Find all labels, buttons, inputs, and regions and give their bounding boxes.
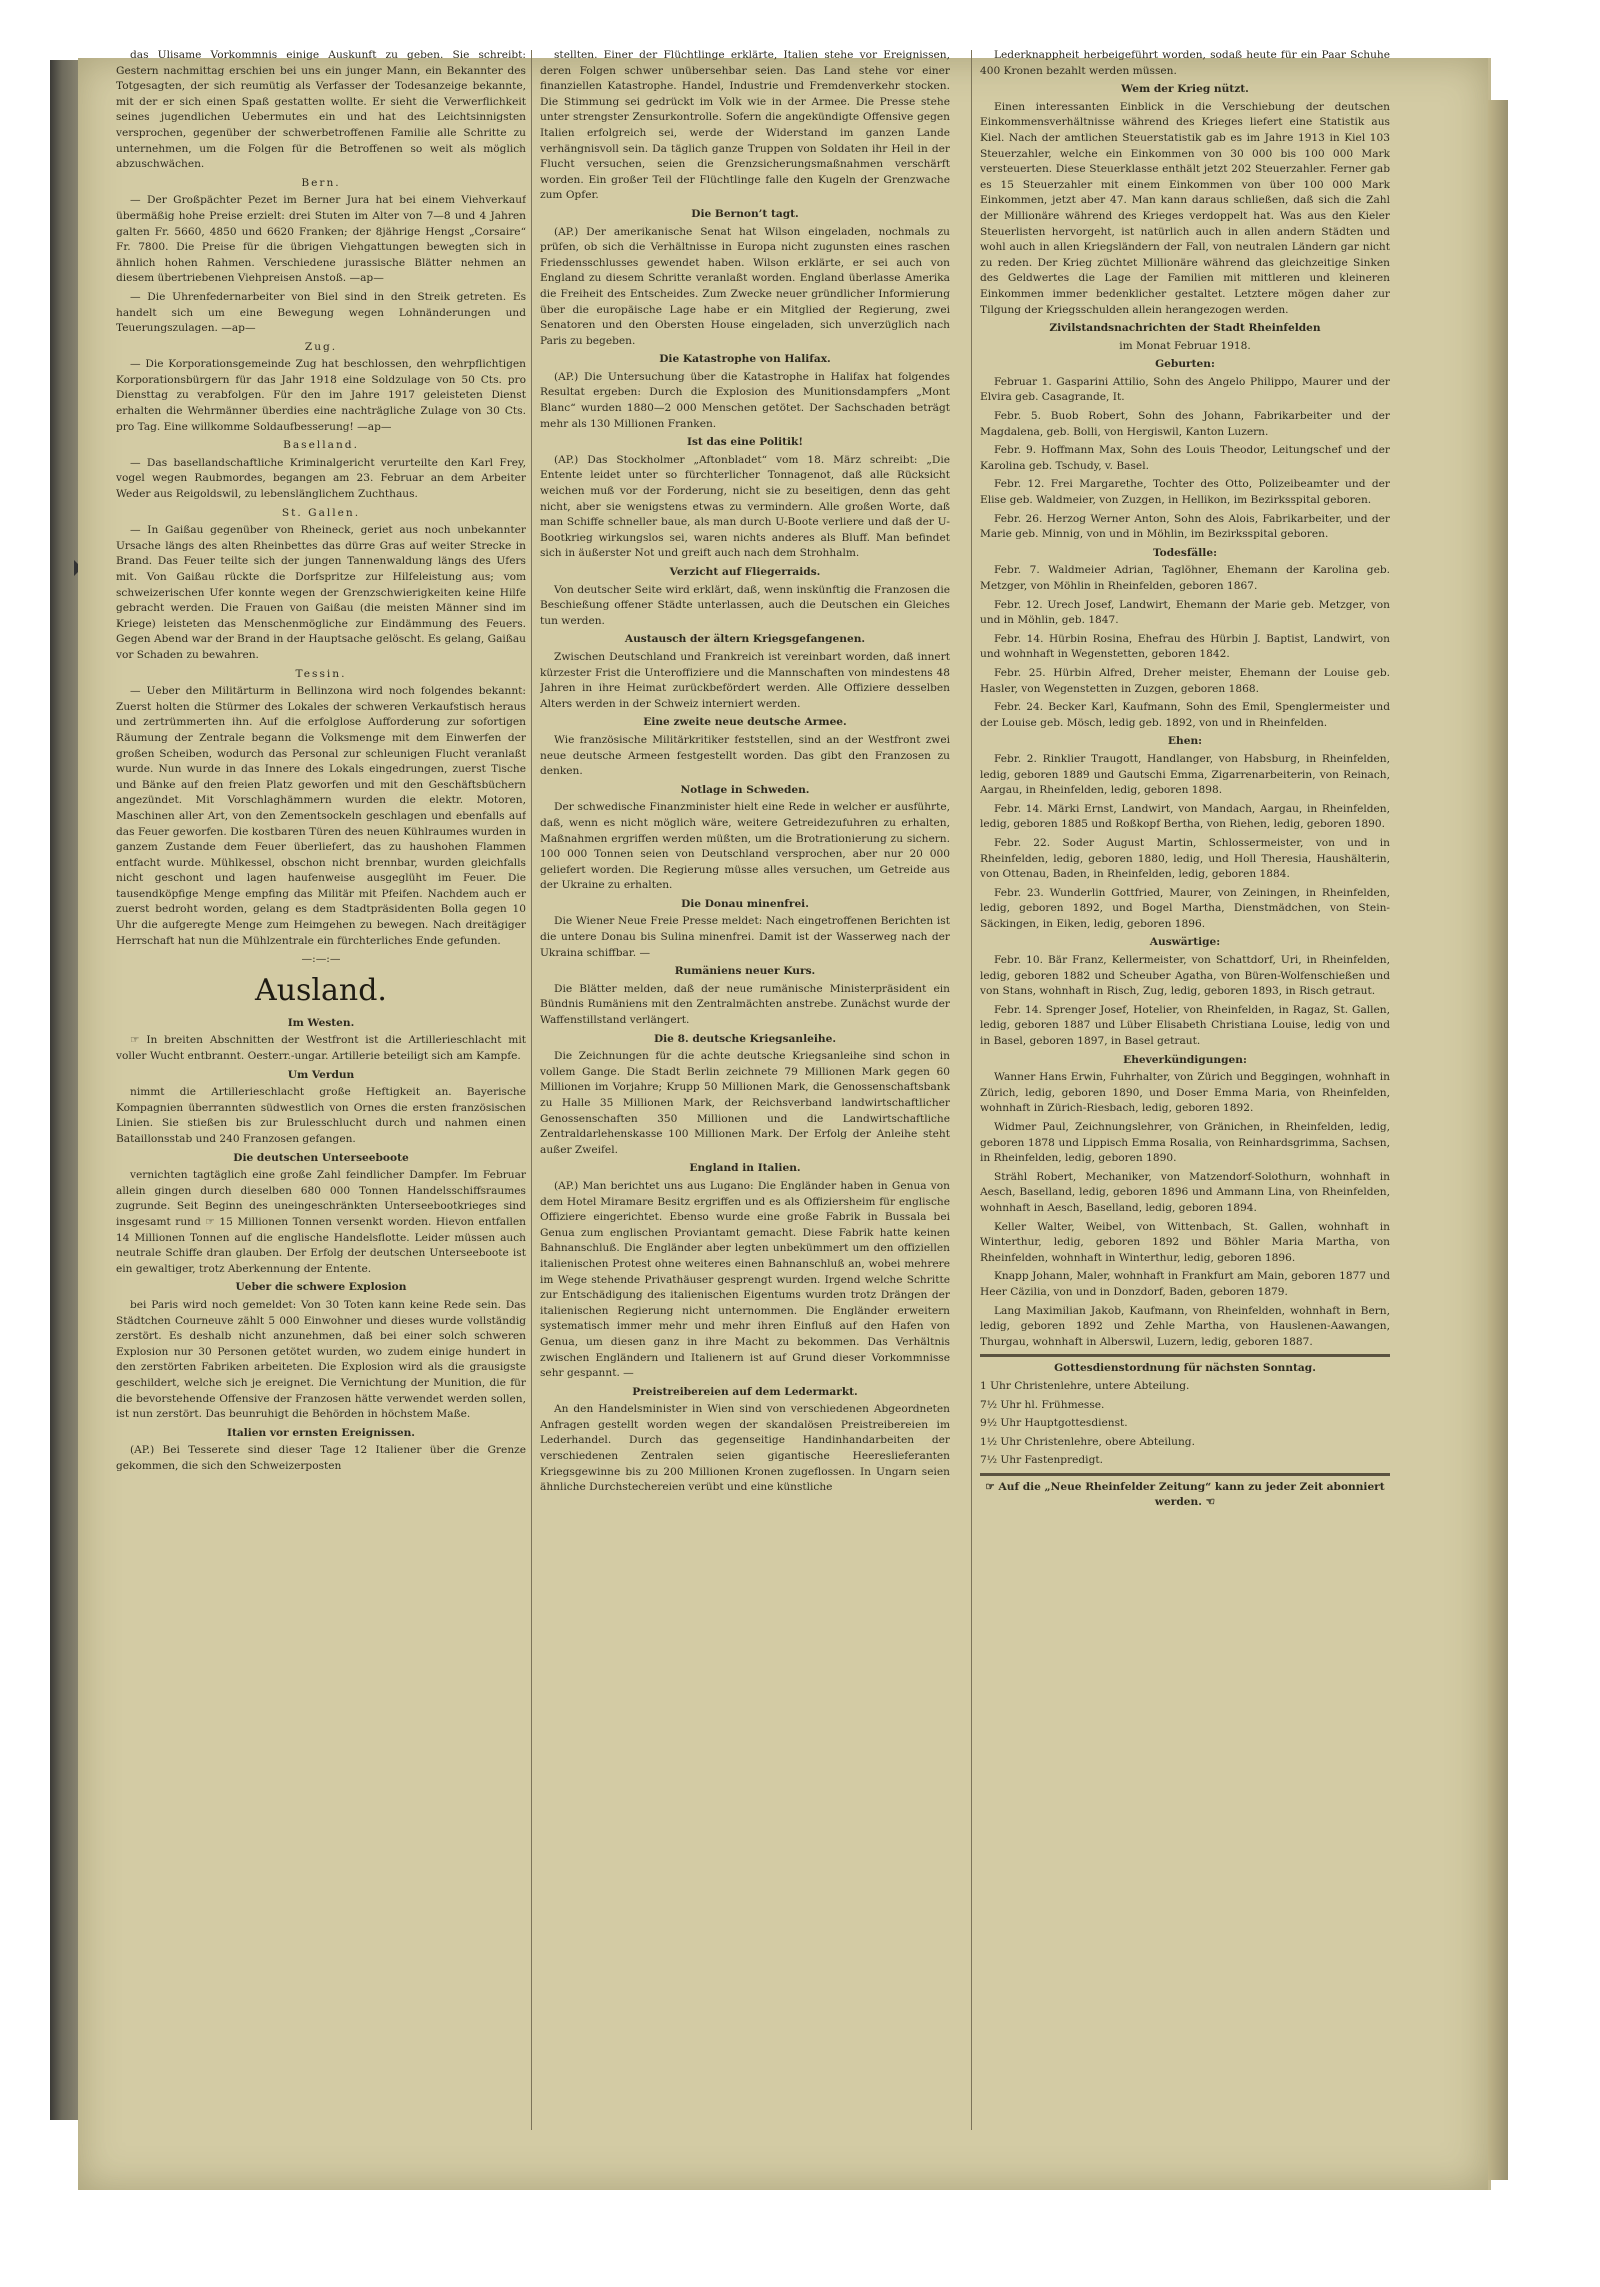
- article-heading: Ist das eine Politik!: [686, 436, 804, 449]
- article-paragraph: bei Paris wird noch gemeldet: Von 30 Toten kann keine Rede sein. Das Städtchen Courneuve zählt 5 000 Einwohner und dieses wurde vollständig zerstört. Es deshalb nicht anzunehmen, daß bei einer solch schweren Explosion nur 30 Personen getötet wurden, wo zudem einige hundert in den zerstörten Fabriken arbeiteten. Die Explosion wird als die grausigste geschildert, welche sich je ereignet. Die Vernichtung der Munition, die für die bevorstehende Offensive der Franzosen hätte verwendet werden sollen, ist nun zerstört. Das beunruhigt die Behörden in höchstem Maße.: [116, 1298, 526, 1421]
- article-paragraph: Knapp Johann, Maler, wohnhaft in Frankfurt am Main, geboren 1877 und Heer Cäzilia, von und in Donzdorf, Baden, geboren 1879.: [980, 1270, 1390, 1298]
- article-paragraph: Febr. 12. Urech Josef, Landwirt, Ehemann der Marie geb. Metzger, von und in Möhlin, geb. 1847.: [980, 598, 1390, 627]
- article-heading: Eheverkündigungen:: [1123, 1053, 1247, 1066]
- article-heading: Wem der Krieg nützt.: [1121, 83, 1249, 96]
- article-paragraph: Febr. 5. Buob Robert, Sohn des Johann, Fabrikarbeiter und der Magdalena, geb. Bolli, von Hergiswil, Kanton Luzern.: [980, 410, 1390, 438]
- article-paragraph: 9½ Uhr Hauptgottesdienst.: [980, 1417, 1128, 1430]
- region-heading: Baselland.: [283, 439, 359, 452]
- article-paragraph: 7½ Uhr hl. Frühmesse.: [980, 1398, 1105, 1411]
- article-paragraph: ☞ In breiten Abschnitten der Westfront ist die Artillerieschlacht mit voller Wucht entbrannt. Oesterr.-ungar. Artillerie beteiligt sich am Kampfe.: [116, 1034, 526, 1063]
- article-heading: Auswärtige:: [1149, 936, 1221, 949]
- article-paragraph: Zwischen Deutschland und Frankreich ist vereinbart worden, daß innert kürzester Frist die Unteroffiziere und die Mannschaften von mindestens 48 Jahren in ihre Heimat zurückbefördert werden. Alle Offiziere desselben Alters werden in der Schweiz interniert werden.: [540, 650, 950, 710]
- article-paragraph: Strähl Robert, Mechaniker, von Matzendorf-Solothurn, wohnhaft in Aesch, Baselland, ledig, geboren 1896 und Ammann Lina, von Rheinfelden, wohnhaft in Aesch, Baselland, ledig, geboren 1894.: [980, 1170, 1390, 1214]
- article-paragraph: An den Handelsminister in Wien sind von verschiedenen Abgeordneten Anfragen gestellt worden wegen der skandalösen Preistreibereien im Lederhandel. Durch das gegenseitige Handinhandarbeiten der verschiedenen Zentralen seien gigantische Heereslieferanten Kriegsgewinne bis zu 200 Millionen Kronen zugeflossen. In Ungarn seien ähnliche Durchstechereien verübt und eine künstliche: [540, 1403, 950, 1494]
- article-paragraph: Febr. 10. Bär Franz, Kellermeister, von Schattdorf, Uri, in Rheinfelden, ledig, geboren 1882 und Scheuber Agatha, von Büren-Wolfenschießen und von Stans, wohnhaft in Risch, Zug, ledig, geboren 1893, in Risch getraut.: [980, 954, 1390, 998]
- article-paragraph: Febr. 24. Becker Karl, Kaufmann, Sohn des Emil, Spenglermeister und der Louise geb. Mösch, ledig geb. 1892, von und in Rheinfelden.: [980, 701, 1390, 729]
- column-rule-1: [531, 50, 532, 2130]
- article-heading: Die 8. deutsche Kriegsanleihe.: [653, 1032, 837, 1045]
- article-paragraph: — Die Uhrenfedernarbeiter von Biel sind in den Streik getreten. Es handelt sich um eine Bewegung wegen Lohnänderungen und Teuerungszulagen. —ap—: [116, 290, 526, 335]
- article-paragraph: 1½ Uhr Christenlehre, obere Abteilung.: [980, 1435, 1195, 1448]
- article-heading: Eine zweite neue deutsche Armee.: [643, 716, 847, 729]
- article-heading: Preistreibereien auf dem Ledermarkt.: [632, 1385, 858, 1398]
- article-paragraph: 1 Uhr Christenlehre, untere Abteilung.: [980, 1379, 1190, 1392]
- article-paragraph: Febr. 7. Waldmeier Adrian, Taglöhner, Ehemann der Karolina geb. Metzger, von Möhlin in Rheinfelden, geboren 1867.: [980, 564, 1390, 592]
- article-paragraph: (AP.) Bei Tesserete sind dieser Tage 12 Italiener über die Grenze gekommen, die sich den Schweizerposten: [116, 1444, 526, 1472]
- article-heading: Gottesdienstordnung für nächsten Sonntag.: [1054, 1362, 1316, 1375]
- column-3: [980, 48, 1390, 2128]
- article-paragraph: Febr. 14. Sprenger Josef, Hotelier, von Rheinfelden, in Ragaz, St. Gallen, ledig, geboren 1887 und Lüber Elisabeth Christiana Louise, ledig von und in Basel, geboren 1897, in Basel getraut.: [980, 1003, 1390, 1048]
- article-paragraph: — Die Korporationsgemeinde Zug hat beschlossen, den wehrpflichtigen Korporationsbürgern für das Jahr 1918 eine Soldzulage von 50 Cts. pro Diensttag zu verabfolgen. Für den im Jahre 1917 geleisteten Dienst erhalten die Wehrmänner überdies eine nachträgliche Zulage von 30 Cts. pro Tag. Eine willkomme Soldaufbesserung! —ap—: [116, 358, 526, 433]
- article-heading: Todesfälle:: [1153, 546, 1217, 559]
- article-paragraph: Febr. 12. Frei Margarethe, Tochter des Otto, Polizeibeamter und der Elise geb. Waldmeier, von Zuzgen, in Hellikon, im Bezirksspital geboren.: [980, 478, 1390, 507]
- article-paragraph: — Ueber den Militärturm in Bellinzona wird noch folgendes bekannt: Zuerst holten die Stürmer des Lokales der schweren Verkaufstisch heraus und zertrümmerten ihn. Auf die erfolglose Aufforderung zur sofortigen Räumung der Zentrale begann die Volksmenge mit dem Einwerfen der großen Scheiben, wodurch das Personal zur schleunigen Flucht veranlaßt wurde. Nun wurde in das Innere des Lokals eingedrungen, zuerst Tische und Bänke auf den freien Platz geworfen und mit den Geschäftsbüchern angezündet. Mit Vorschlaghämmern wurden die elektr. Motoren, Maschinen aller Art, von den Zementsockeln geschlagen und ebenfalls auf das Feuer geworfen. Die kostbaren Türen des neuen Kühlraumes wurden in ganzem Zustande dem Feuer überliefert, das zu haushohen Flammen entfacht wurde. Mühlkessel, obschon nicht brennbar, wurden gleichfalls nicht geschont und lagen haufenweise ausgeglüht im Feuer. Die tausendköpfige Menge empfing das Militär mit Pfeifen. Nachdem auch er zuerst bedroht worden, gelang es dem Stadtpräsidenten Bolla gegen 10 Uhr die aufgeregte Menge zum Heimgehen zu bewegen. Nach dreitägiger Herrschaft hat nun die Mühlzentrale ein fürchterliches Ende gefunden.: [116, 685, 526, 947]
- article-paragraph: 7½ Uhr Fastenpredigt.: [980, 1454, 1103, 1467]
- centered-line: im Monat Februar 1918.: [1119, 339, 1251, 352]
- article-paragraph: Febr. 26. Herzog Werner Anton, Sohn des Alois, Fabrikarbeiter, und der Marie geb. Minnig, von und in Möhlin, im Bezirksspital geboren.: [980, 512, 1390, 541]
- article-paragraph: — Der Großpächter Pezet im Berner Jura hat bei einem Viehverkauf übermäßig hohe Preise erzielt: drei Stuten im Alter von 7—8 und 4 Jahren galten Fr. 5660, 4850 und 6620 Franken; der 8jährige Hengst „Corsaire“ Fr. 7800. Die Preise für die übrigen Viehgattungen bewegten sich in ähnlich hohen Rahmen. Verschiedene jurassische Blätter nehmen an diesem übertriebenen Viehpreisen Anstoß. —ap—: [116, 194, 526, 285]
- section-title: Ausland.: [255, 972, 387, 1008]
- region-heading: St. Gallen.: [281, 506, 361, 519]
- page-edge: [1488, 100, 1508, 2180]
- article-paragraph: Febr. 22. Soder August Martin, Schlossermeister, von und in Rheinfelden, ledig, geboren 1880, ledig, und Holl Theresia, Haushälterin, von Ottenau, Baden, in Rheinfelden, ledig, geboren 1884.: [980, 836, 1390, 881]
- article-paragraph: Die Zeichnungen für die achte deutsche Kriegsanleihe sind schon in vollem Gange. Die Stadt Berlin zeichnete 79 Millionen Mark gegen 60 Millionen im Vorjahre; Krupp 50 Millionen Mark, die Genossenschaftsbank zu Halle 35 Millionen Mark, der Reichsverband landwirtschaftlicher Genossenschaften 350 Millionen und die Landwirtschaftliche Zentraldarlehenskasse 100 Millionen Mark. Der Erfolg der Anleihe steht außer Zweifel.: [540, 1050, 950, 1156]
- article-paragraph: Die Blätter melden, daß der neue rumänische Ministerpräsident ein Bündnis Rumäniens mit den Zentralmächten anstrebe. Zunächst wurde der Waffenstillstand verlängert.: [540, 982, 950, 1027]
- column-2: [540, 48, 950, 2128]
- column-1: [116, 48, 526, 2128]
- article-heading: Um Verdun: [287, 1068, 355, 1081]
- article-heading: England in Italien.: [689, 1162, 801, 1175]
- article-paragraph: Lederknappheit herbeigeführt worden, sodaß heute für ein Paar Schuhe 400 Kronen bezahlt werden müssen.: [980, 49, 1390, 77]
- article-heading: Im Westen.: [287, 1016, 355, 1029]
- article-paragraph: nimmt die Artillerieschlacht große Heftigkeit an. Bayerische Kompagnien überrannten südwestlich von Ornes die ersten französischen Linien. Sie stießen bis zur Brulesschlucht durch und nahmen einen Bataillonsstab und 240 Franzosen gefangen.: [116, 1086, 526, 1145]
- article-heading: Notlage in Schweden.: [680, 783, 810, 796]
- article-paragraph: Februar 1. Gasparini Attilio, Sohn des Angelo Philippo, Maurer und der Elvira geb. Casagrande, It.: [980, 375, 1390, 404]
- article-paragraph: Febr. 2. Rinklier Traugott, Handlanger, von Habsburg, in Rheinfelden, ledig, geboren 1889 und Gautschi Emma, Zigarrenarbeiterin, von Reinach, Aargau, in Rheinfelden, ledig, geboren 1898.: [980, 752, 1390, 797]
- article-heading: Austausch der ältern Kriegsgefangenen.: [624, 633, 866, 646]
- article-heading: Die Donau minenfrei.: [681, 897, 809, 910]
- article-paragraph: stellten. Einer der Flüchtlinge erklärte, Italien stehe vor Ereignissen, deren Folgen schwer unübersehbar seien. Das Land stehe vor einer finanziellen Katastrophe. Handel, Industrie und Fremdenverkehr stocken. Die Stimmung sei gedrückt im Volk wie in der Armee. Die Presse stehe unter strengster Zensurkontrolle. Sofern die angekündigte Offensive gegen Italien erfolgreich sei, werde der Widerstand im ganzen Lande verhängnisvoll sein. Da täglich ganze Truppen von Soldaten ihr Heil in der Flucht versuchen, seien die Grenzsicherungsmaßnahmen verschärft worden. Ein großer Teil der Flüchtlinge falle den Kugeln der Grenzwache zum Opfer.: [540, 49, 950, 202]
- article-paragraph: Febr. 23. Wunderlin Gottfried, Maurer, von Zeiningen, in Rheinfelden, ledig, geboren 1892, und Bogel Martha, Dienstmädchen, von Stein-Säckingen, in Eiken, ledig, geboren 1896.: [980, 886, 1390, 930]
- article-paragraph: Der schwedische Finanzminister hielt eine Rede in welcher er ausführte, daß, wenn es nicht möglich wäre, weitere Getreidezufuhren zu erhalten, Maßnahmen ergriffen werden müßten, um die Brotrationierung zu sichern. 100 000 Tonnen seien von Deutschland versprochen, aber nur 20 000 geliefert worden. Die Regierung müsse alles versuchen, um Getreide aus der Ukraine zu erhalten.: [540, 801, 950, 892]
- article-paragraph: Wie französische Militärkritiker feststellen, sind an der Westfront zwei neue deutsche Armeen festgestellt worden. Das gibt den Franzosen zu denken.: [540, 733, 950, 778]
- article-paragraph: (AP.) Die Untersuchung über die Katastrophe in Halifax hat folgendes Resultat ergeben: Durch die Explosion des Munitionsdampfers „Mont Blanc“ wurden 1880—2 000 Menschen getötet. Der Sachschaden beträgt mehr als 130 Millionen Franken.: [540, 370, 950, 430]
- article-paragraph: — Das basellandschaftliche Kriminalgericht verurteilte den Karl Frey, vogel wegen Raubmordes, begangen am 23. Februar an dem Arbeiter Weder aus Reigoldswil, zu lebenslänglichem Zuchthaus.: [116, 456, 526, 501]
- article-paragraph: (AP.) Das Stockholmer „Aftonbladet“ vom 18. März schreibt: „Die Entente leidet unter so fürchterlicher Tonnagenot, daß alle Rücksicht weichen muß vor der Forderung, nicht sie zu beseitigen, denn das geht nicht, aber sie wenigstens etwas zu vermindern. Alle großen Worte, daß man Schiffe schneller baue, als man durch U-Boote verliere und daß der U-Bootkrieg wirkungslos sei, waren nichts anderes als Bluff. Man befindet sich in äußerster Not und greift auch nach dem Strohhalm.: [540, 453, 950, 560]
- article-heading: Geburten:: [1155, 358, 1215, 371]
- article-heading: Die deutschen Unterseeboote: [233, 1151, 409, 1164]
- article-paragraph: Widmer Paul, Zeichnungslehrer, von Gränichen, in Rheinfelden, ledig, geboren 1878 und Lippisch Emma Rosalia, von Reinhardsgrimma, Sachsen, in Rheinfelden, ledig, geboren 1890.: [980, 1121, 1390, 1165]
- article-paragraph: (AP.) Man berichtet uns aus Lugano: Die Engländer haben in Genua von dem Hotel Miramare Besitz ergriffen und es als Offiziersheim für englische Offiziere eingerichtet. Ebenso wurde eine große Fabrik in Bussala bei Genua zum englischen Proviantamt gemacht. Diese Fabrik hatte keinen Bahnanschluß. Die Engländer aber legten unbekümmert um den offiziellen italienischen Protest ohne weiteres einen Bahnanschluß an, wobei mehrere im Wege stehende Privathäuser gesprengt wurden. Irgend welche Schritte zur Entschädigung des italienischen Eigentums wurden trotz Drängen der italienischen Regierung nicht unternommen. Die Engländer erweitern systematisch immer mehr und mehr ihren Einfluß auf den Hafen von Genua, um diesen ganz in ihre Macht zu bekommen. Das Verhältnis zwischen Engländern und Italienern ist auf Grund dieser Vorkommnisse sehr gespannt. —: [540, 1179, 950, 1380]
- region-heading: Tessin.: [295, 667, 347, 680]
- article-heading: Rumäniens neuer Kurs.: [674, 965, 816, 978]
- article-paragraph: Keller Walter, Weibel, von Wittenbach, St. Gallen, wohnhaft in Winterthur, ledig, geboren 1892 und Böhler Maria Martha, von Rheinfelden, wohnhaft in Winterthur, ledig, geboren 1896.: [980, 1220, 1390, 1264]
- article-heading: Ehen:: [1167, 735, 1203, 748]
- centered-line: —:—:—: [301, 953, 341, 966]
- article-heading: Zivilstandsnachrichten der Stadt Rheinfelden: [1049, 322, 1321, 335]
- article-heading: Die Bernon’t tagt.: [691, 207, 799, 220]
- article-paragraph: vernichten tagtäglich eine große Zahl feindlicher Dampfer. Im Februar allein gingen durch dieselben 680 000 Tonnen Handelsschiffsraumes zugrunde. Seit Beginn des uneingeschränkten Unterseebootkrieges sind insgesamt rund ☞ 15 Millionen Tonnen versenkt worden. Hievon entfallen 14 Millionen Tonnen auf die englische Handelsflotte. Leider müssen auch neutrale Schiffe dran glauben. Der Erfolg der deutschen Unterseeboote ist ein gewaltiger, trotz Aberkennung der Entente.: [116, 1169, 526, 1275]
- book-spine: [50, 60, 80, 2120]
- article-paragraph: Febr. 25. Hürbin Alfred, Dreher meister, Ehemann der Louise geb. Hasler, von Wegenstetten in Zuzgen, geboren 1868.: [980, 666, 1390, 695]
- article-paragraph: Die Wiener Neue Freie Presse meldet: Nach eingetroffenen Berichten ist die untere Donau bis Sulina minenfrei. Damit ist der Wasserweg nach der Ukraina schiffbar. —: [540, 915, 950, 959]
- article-paragraph: Einen interessanten Einblick in die Verschiebung der deutschen Einkommensverhältnisse während des Krieges liefert eine Statistik aus Kiel. Nach der amtlichen Steuerstatistik gab es im Jahre 1913 in Kiel 103 Steuerzahler, welche ein Einkommen von 30 000 bis 100 000 Mark versteuerten. Diese Steuerklasse enthält jetzt 202 Steuerzahler. Ferner gab es 15 Steuerzahler mit einem Einkommen von über 100 000 Mark Einkommen, jetzt aber 47. Man kann daraus schließen, daß sich die Zahl der Millionäre während des Krieges verdoppelt hat. Was aus den Kieler Steuerlisten hervorgeht, ist natürlich auch in allen andern Städten und wohl auch in allen Kriegsländern der Fall, von neutralen Ländern gar nicht zu reden. Der Krieg züchtet Millionäre während das gleichzeitige Sinken des Geldwertes die Lage der Familien mit mittleren und kleineren Einkommen immer bedenklicher gestaltet. Letztere mögen daher zur Tilgung der Kriegsschulden allein herangezogen werden.: [980, 100, 1390, 316]
- article-paragraph: Febr. 14. Hürbin Rosina, Ehefrau des Hürbin J. Baptist, Landwirt, von und wohnhaft in Wegenstetten, geboren 1842.: [980, 632, 1390, 661]
- article-heading: Ueber die schwere Explosion: [235, 1281, 407, 1294]
- article-heading: ☞ Auf die „Neue Rheinfelder Zeitung“ kann zu jeder Zeit abonniert werden. ☜: [985, 1480, 1385, 1509]
- article-paragraph: das Ulisame Vorkommnis einige Auskunft zu geben. Sie schreibt: Gestern nachmittag erschien bei uns ein junger Mann, ein Bekannter des Totgesagten, der sich reumütig als Verfasser der Todesanzeige bekannte, mit der er sich einen Spaß gestatten wollte. Er sieht die Verwerflichkeit seines jugendlichen Uebermutes ein und hat des Leichtsinnigsten versprochen, gegenüber der schwerbetroffenen Familie alle Schritte zu unternehmen, um die Folgen für die Betroffenen so weit als möglich abzuschwächen.: [116, 49, 526, 171]
- article-paragraph: Febr. 14. Märki Ernst, Landwirt, von Mandach, Aargau, in Rheinfelden, ledig, geboren 1885 und Roßkopf Bertha, von Riehen, ledig, geboren 1890.: [980, 802, 1390, 831]
- article-paragraph: (AP.) Der amerikanische Senat hat Wilson eingeladen, nochmals zu prüfen, ob sich die Verhältnisse in Europa nicht zugunsten eines raschen Friedensschlusses gewendet haben. Wilson erklärte, er sei auch von England zu diesem Schritte veranlaßt worden. England überlasse Amerika die Freiheit des Entscheides. Zum Zwecke neuer gründlicher Informierung über die europäische Lage habe er ein Mitglied der Regierung, zwei Senatoren und den Obersten House eingeladen, sich unverzüglich nach Paris zu begeben.: [540, 225, 950, 347]
- article-paragraph: Lang Maximilian Jakob, Kaufmann, von Rheinfelden, wohnhaft in Bern, ledig, geboren 1892 und Zehle Martha, von Hauslenen-Aawangen, Thurgau, wohnhaft in Alberswil, Luzern, ledig, geboren 1887.: [980, 1304, 1390, 1348]
- column-rule-2: [971, 50, 972, 2130]
- article-paragraph: Wanner Hans Erwin, Fuhrhalter, von Zürich und Beggingen, wohnhaft in Zürich, ledig, geboren 1890, und Doser Emma Maria, von Rheinfelden, wohnhaft in Zürich-Riesbach, ledig, geboren 1892.: [980, 1071, 1390, 1115]
- region-heading: Zug.: [304, 340, 338, 353]
- binding-mark-icon: [74, 560, 86, 576]
- article-heading: Die Katastrophe von Halifax.: [659, 353, 831, 366]
- article-paragraph: — In Gaißau gegenüber von Rheineck, geriet aus noch unbekannter Ursache längs des alten Rheinbettes das dürre Gras auf weiter Strecke in Brand. Das Feuer teilte sich der jungen Tannenwaldung längs des Ufers mit. Von Gaißau rückte die Dorfspritze zur Hilfeleistung aus; vom schweizerischen Ufer konnte wegen der Grenzschwierigkeiten keine Hilfe gebracht werden. Die Frauen von Gaißau (die meisten Männer sind im Kriege) leisteten das Menschenmögliche zur Eindämmung des Feuers. Gegen Abend war der Brand in der Hauptsache gelöscht. Es gelang, Gaißau vor Schaden zu bewahren.: [116, 524, 526, 661]
- article-paragraph: Von deutscher Seite wird erklärt, daß, wenn inskünftig die Franzosen die Beschießung offener Städte unterlassen, auch die Deutschen ein Gleiches tun werden.: [540, 583, 950, 627]
- region-heading: Bern.: [301, 176, 341, 189]
- article-heading: Italien vor ernsten Ereignissen.: [226, 1426, 415, 1439]
- article-paragraph: Febr. 9. Hoffmann Max, Sohn des Louis Theodor, Leitungschef und der Karolina geb. Tschudy, v. Basel.: [980, 444, 1390, 472]
- article-heading: Verzicht auf Fliegerraids.: [669, 566, 821, 578]
- section-rule: [980, 1354, 1390, 1357]
- section-rule: [980, 1473, 1390, 1476]
